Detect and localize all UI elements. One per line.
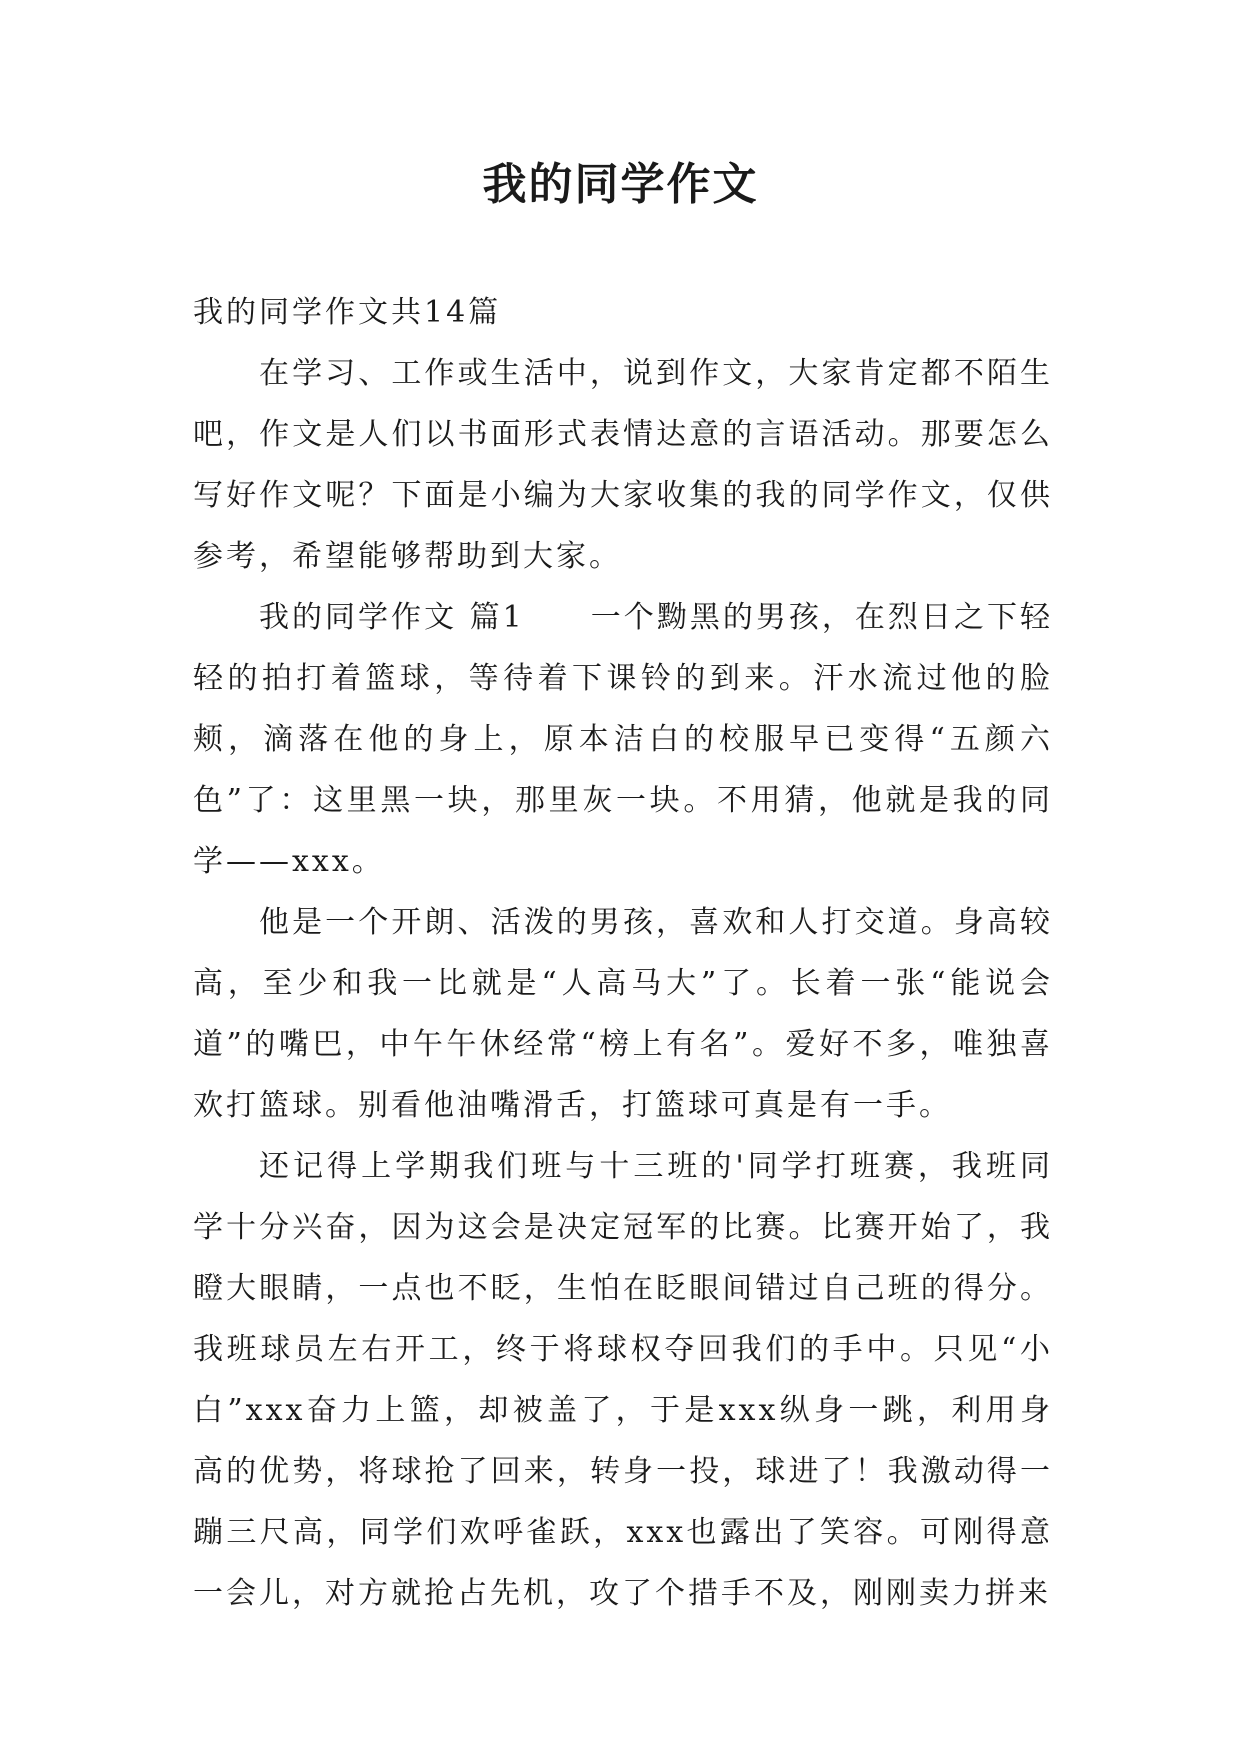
document-body <box>193 282 1053 1624</box>
document-title: 我的同学作文 <box>482 159 759 210</box>
paragraph-summary: 我的同学作文共14篇 <box>193 295 502 330</box>
paragraph-essay-1-description: 他是一个开朗、活泼的男孩，喜欢和人打交道。身高较高，至少和我一比就是“人高马大”了。长着一张“能说会道”的嘴巴，中午午休经常“榜上有名”。爱好不多，唯独喜欢打篮球。别看他油嘴滑舌，打篮球可真是有一手。 <box>193 905 1053 1123</box>
paragraph-intro: 在学习、工作或生活中，说到作文，大家肯定都不陌生吧，作文是人们以书面形式表情达意的言语活动。那要怎么写好作文呢？下面是小编为大家收集的我的同学作文，仅供参考，希望能够帮助到大家。 <box>193 356 1053 574</box>
paragraph-essay-1-opening: 我的同学作文 篇1 一个黝黑的男孩，在烈日之下轻轻的拍打着篮球，等待着下课铃的到来。汗水流过他的脸颊，滴落在他的身上，原本洁白的校服早已变得“五颜六色”了：这里黑一块，那里灰一块。不用猜，他就是我的同学——xxx。 <box>193 600 1053 879</box>
paragraph-essay-1-story: 还记得上学期我们班与十三班的'同学打班赛，我班同学十分兴奋，因为这会是决定冠军的比赛。比赛开始了，我瞪大眼睛，一点也不眨，生怕在眨眼间错过自己班的得分。我班球员左右开工，终于将球权夺回我们的手中。只见“小白”xxx奋力上篮，却被盖了，于是xxx纵身一跳，利用身高的优势，将球抢了回来，转身一投，球进了！我激动得一蹦三尺高，同学们欢呼雀跃，xxx也露出了笑容。可刚得意一会儿，对方就抢占先机，攻了个措手不及，刚刚卖力拼来 <box>193 1149 1053 1611</box>
